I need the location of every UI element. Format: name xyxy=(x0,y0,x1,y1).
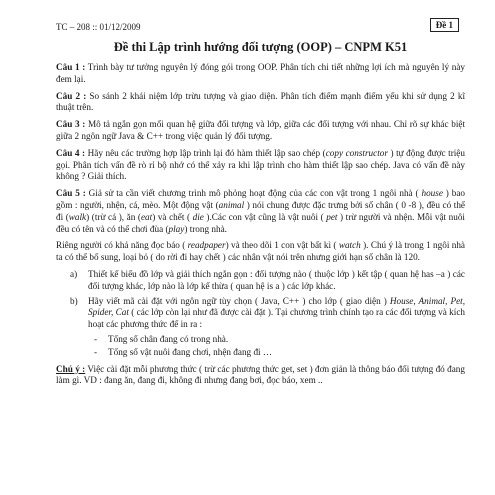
sub-text: Thiết kế biểu đồ lớp và giải thích ngắn gọn : đối tượng nào ( thuộc lớp ) kết tập ( quan hệ has –a ) các đối tượng khác, lớp nào là lớp kế thừa ( quan hệ is a ) các lớp khác. xyxy=(88,268,465,291)
question-text: ) trừ người và nhện. Mỗi vật nuôi đều có tên và có thể chơi đùa ( xyxy=(56,211,465,234)
question-5 xyxy=(56,188,465,235)
question-label: Câu 4 : xyxy=(56,147,86,158)
sub-question-a xyxy=(70,269,465,293)
sub-label: a) xyxy=(70,268,78,279)
note xyxy=(56,364,465,388)
question-text: ) (trừ cá ), ăn ( xyxy=(86,211,141,222)
term: pet xyxy=(326,211,338,222)
term: die xyxy=(192,211,204,222)
exam-variant-box: Đề 1 xyxy=(430,18,459,32)
dash-item xyxy=(94,334,465,346)
sub-label: b) xyxy=(70,295,78,306)
header xyxy=(56,14,465,36)
question-label: Câu 2 : xyxy=(56,90,87,101)
question-text: Giả sử ta cần viết chương trình mô phỏng hoạt động của các con vật trong 1 ngôi nhà ( xyxy=(85,188,422,199)
exam-code: TC – 208 :: 01/12/2009 xyxy=(56,22,141,32)
question-text: Hãy nêu các trường hợp lập trình lại đó hàm thiết lập sao chép ( xyxy=(85,147,326,158)
term: house xyxy=(421,188,443,199)
question-1 xyxy=(56,62,465,86)
term: House, Animal, Pet, Spider, Cat xyxy=(88,295,465,318)
paragraph-text: ) và theo dõi 1 con vật bất kì ( xyxy=(225,240,339,251)
question-text: ) và chết ( xyxy=(152,211,193,222)
term: walk xyxy=(68,211,87,222)
question-text: ) nói chung được đặc trưng bởi số chân ( 0 -8 ), đều có thể đi ( xyxy=(56,199,465,222)
question-text: ) bao gồm : người, nhện, cá, mèo. Một động vật ( xyxy=(56,188,466,210)
dash-marker: - xyxy=(94,333,98,344)
note-label: Chú ý : xyxy=(56,363,86,374)
question-text: ) tự động được triệu gọi. Phân tích vấn đề rò rỉ bộ nhớ có thể xảy ra khi lập trình cho hàm thiết lập sao chép. Java có vấn đề này không ? Giải thích. xyxy=(56,147,465,182)
question-text: ) trong nhà. xyxy=(184,223,227,234)
term: eat xyxy=(140,211,153,222)
question-2 xyxy=(56,91,465,115)
term: animal xyxy=(218,199,245,210)
sub-text xyxy=(88,296,465,331)
question-label: Câu 3 : xyxy=(56,119,86,130)
question-label: Câu 1 : xyxy=(56,62,86,72)
sub-text-part: Hãy viết mã cài đặt với ngôn ngữ tùy chọn ( Java, C++ ) cho lớp ( giao diện ) xyxy=(88,295,390,306)
sub-question-b xyxy=(70,296,465,331)
question-4 xyxy=(56,148,465,183)
dash-text: Tổng số vật nuôi đang chơi, nhện đang đi … xyxy=(108,346,273,357)
paragraph xyxy=(56,240,465,264)
question-text: Trình bày tư tưởng nguyên lý đóng gói trong OOP. Phân tích chi tiết những lợi ích mà nguyên lý này đem lại. xyxy=(56,62,465,84)
question-text: ).Các con vật cũng là vật nuôi ( xyxy=(203,211,327,222)
paragraph-text: ). Chú ý là trong 1 ngôi nhà ta có thể bổ sung, loại bỏ ( do rời đi hay chết ) các nhân vật nói trên nhưng giới hạn số chân là 120. xyxy=(56,240,465,263)
term: watch xyxy=(338,240,361,251)
dash-marker: - xyxy=(94,346,98,357)
exam-title: Đề thi Lập trình hướng đối tượng (OOP) – CNPM K51 xyxy=(113,40,408,54)
dash-item xyxy=(94,347,465,359)
paragraph-text: Riêng người có khả năng đọc báo ( xyxy=(56,240,188,251)
term: copy constructor xyxy=(325,147,388,158)
question-label: Câu 5 : xyxy=(56,188,86,199)
term: readpaper xyxy=(187,240,226,251)
sub-text-part: ( các lớp còn lại như đã được cài đặt ). Tại chương trình chính tạo ra các đối tượng và kích hoạt các phương thức để in ra : xyxy=(88,307,466,330)
term: play xyxy=(168,223,185,234)
question-3 xyxy=(56,119,465,143)
question-text: So sánh 2 khái niệm lớp trừu tượng và giao diện. Phân tích điểm mạnh điểm yếu khi sử dụng 2 kĩ thuật trên. xyxy=(56,90,465,113)
dash-text: Tổng số chân đang có trong nhà. xyxy=(108,333,229,344)
note-text: Việc cài đặt mỗi phương thức ( trừ các phương thức get, set ) đơn giản là thông báo đối tượng đó đang làm gì. VD : đang ăn, đang đi, không đi nhưng đang bơi, đọc báo, xem .. xyxy=(56,363,465,386)
question-text: Mô tả ngắn gọn mối quan hệ giữa đối tượng và lớp, giữa các đối tượng với nhau. Chỉ rõ sự khác biệt giữa 2 ngôn ngữ Java & C++ trong việc quản lý đối tượng. xyxy=(56,119,466,141)
